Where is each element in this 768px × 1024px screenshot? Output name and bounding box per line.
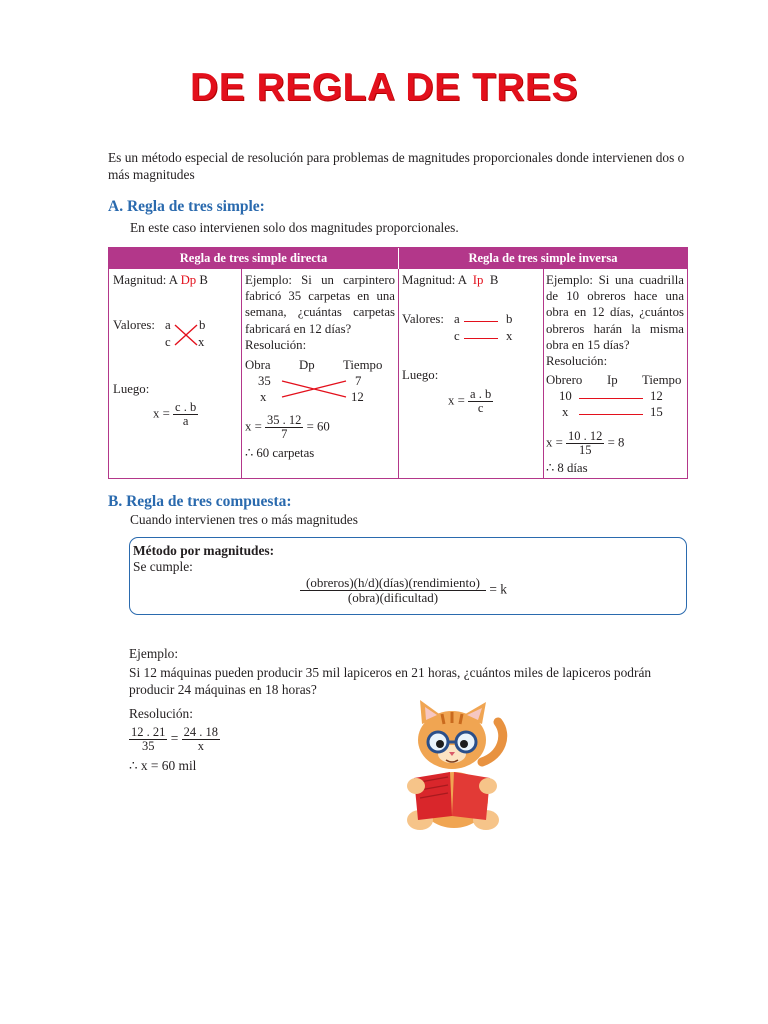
column-divider: [543, 269, 544, 478]
inverse-line: [579, 414, 643, 415]
cross-arrow-icon: [281, 380, 347, 398]
section-b-heading: B. Regla de tres compuesta:: [108, 493, 292, 510]
direct-luego: Luego:: [113, 382, 150, 396]
inverse-val-a: a: [454, 312, 460, 326]
inverse-line: [579, 398, 643, 399]
column-divider: [398, 269, 399, 478]
direct-col-tiempo: Tiempo: [343, 358, 383, 372]
method-formula: $\frac{\text{(obreros)(h/d)(días)(rendimiento)}}{\text{(obra)(dificultad)}}$ = k: [300, 576, 507, 605]
direct-val-x: x: [198, 335, 205, 349]
direct-val-b: b: [199, 318, 206, 332]
direct-resolucion: Resolución:: [245, 338, 307, 352]
direct-val-c: c: [165, 335, 171, 349]
inverse-formula: x = $\frac{a . b}{c}$: [448, 387, 492, 415]
direct-col-obra: Obra: [245, 358, 271, 372]
header-direct: [109, 248, 398, 269]
method-box: [129, 537, 687, 615]
example-answer: ∴ x = 60 mil: [129, 758, 197, 773]
inverse-line: [464, 338, 498, 339]
inverse-r1c1: 10: [559, 389, 572, 403]
section-a-subtitle: En este caso intervienen solo dos magnitudes proporcionales.: [130, 220, 459, 235]
method-title: Método por magnitudes:: [133, 543, 275, 558]
page-title: DE REGLA DE TRES: [190, 66, 578, 109]
inverse-r1c3: 12: [650, 389, 663, 403]
section-b-subtitle: Cuando intervienen tres o más magnitudes: [130, 512, 358, 527]
direct-r1c3: 7: [355, 374, 362, 388]
direct-col-dp: Dp: [299, 358, 315, 372]
direct-magnitud: Magnitud: A Dp B: [113, 273, 208, 287]
direct-val-a: a: [165, 318, 171, 332]
example-text: Si 12 máquinas pueden producir 35 mil lapiceros en 21 horas, ¿cuántos miles de lapiceros podrán producir 24 máquinas en 18 horas?: [129, 665, 652, 697]
inverse-magnitud: Magnitud: A Ip B: [402, 273, 499, 287]
inverse-valores-label: Valores:: [402, 312, 444, 326]
inverse-example-formula: x = $\frac{10 . 12}{15}$ = 8: [546, 429, 625, 457]
column-divider: [241, 269, 242, 478]
intro-paragraph: Es un método especial de resolución para problemas de magnitudes proporcionales donde intervienen dos o más magnitudes: [108, 150, 685, 182]
example-resolucion: Resolución:: [129, 706, 193, 721]
inverse-val-c: c: [454, 329, 460, 343]
header-inverse-label: Regla de tres simple inversa: [468, 251, 618, 265]
inverse-line: [464, 321, 498, 322]
inverse-val-x: x: [506, 329, 513, 343]
header-direct-label: Regla de tres simple directa: [179, 251, 328, 265]
rule-of-three-table: [108, 247, 688, 479]
cross-arrow-icon: [174, 324, 198, 346]
cat-reading-book-icon: [398, 700, 510, 836]
section-a-heading: A. Regla de tres simple:: [108, 198, 265, 215]
method-line: Se cumple:: [133, 559, 193, 574]
direct-formula: x = $\frac{c . b}{a}$: [153, 400, 197, 428]
inverse-val-b: b: [506, 312, 513, 326]
inverse-r2c1: x: [562, 405, 569, 419]
inverse-luego: Luego:: [402, 368, 439, 382]
inverse-col-obrero: Obrero: [546, 373, 583, 387]
inverse-answer: ∴ 8 días: [546, 461, 588, 475]
example-label: Ejemplo:: [129, 646, 179, 661]
direct-answer: ∴ 60 carpetas: [245, 446, 315, 460]
inverse-col-tiempo: Tiempo: [642, 373, 682, 387]
direct-r2c1: x: [260, 390, 267, 404]
direct-example-formula: x = $\frac{35 . 12}{7}$ = 60: [245, 413, 330, 441]
example-formula: $\frac{12 . 21}{35}$ = $\frac{24 . 18}{x}$: [131, 725, 219, 753]
direct-example-text: Ejemplo: Si un carpintero fabricó 35 carpetas en una semana, ¿cuántas carpetas fabricará en 12 días?: [245, 273, 395, 336]
header-inverse: [398, 248, 687, 269]
inverse-col-ip: Ip: [607, 373, 618, 387]
direct-r1c1: 35: [258, 374, 271, 388]
inverse-example-text: Ejemplo: Si una cuadrilla de 10 obreros hace una obra en 12 días, ¿cuántos obreros harán la misma obra en 15 días?: [546, 273, 684, 352]
direct-valores-label: Valores:: [113, 318, 155, 332]
direct-r2c3: 12: [351, 390, 364, 404]
inverse-r2c3: 15: [650, 405, 663, 419]
inverse-resolucion: Resolución:: [546, 354, 608, 368]
